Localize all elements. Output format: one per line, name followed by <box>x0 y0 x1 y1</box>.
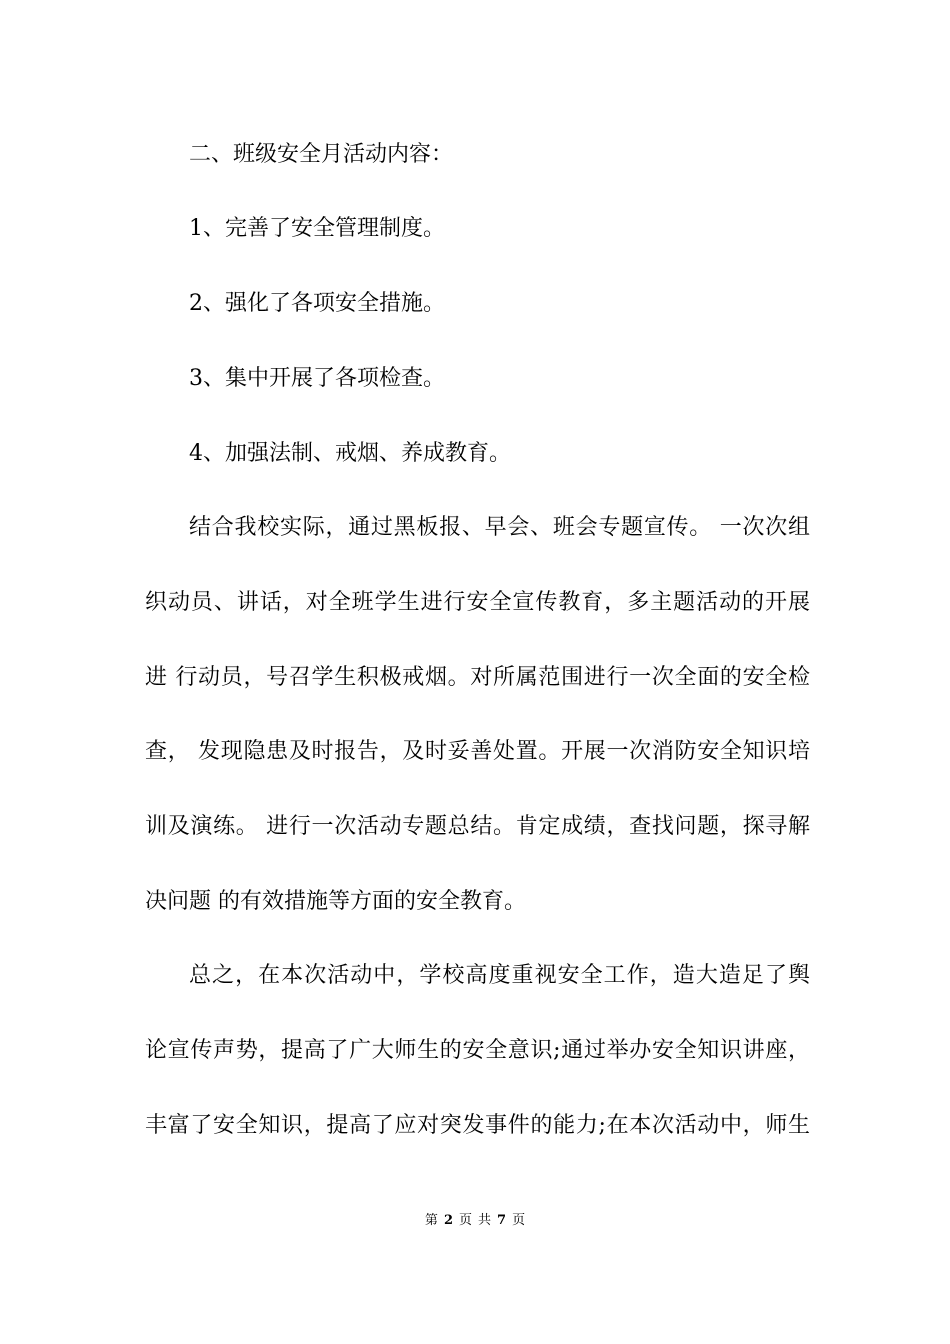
current-page-number: 2 <box>443 1213 453 1228</box>
list-item-4: 4、加强法制、戒烟、养成教育。 <box>189 441 511 466</box>
paragraph-2-line-1: 总之，在本次活动中，学校高度重视安全工作，造大造足了舆 <box>189 963 810 988</box>
list-item-3: 3、集中开展了各项检查。 <box>189 366 445 391</box>
list-item-1: 1、完善了安全管理制度。 <box>189 216 445 241</box>
paragraph-1-line-2: 织动员、讲话，对全班学生进行安全宣传教育，多主题活动的开展 <box>145 590 810 615</box>
paragraph-1-line-4: 查， 发现隐患及时报告，及时妥善处置。开展一次消防安全知识培 <box>145 739 810 764</box>
list-item-2: 2、强化了各项安全措施。 <box>189 291 445 316</box>
total-page-number: 7 <box>497 1213 507 1228</box>
paragraph-2-line-2: 论宣传声势，提高了广大师生的安全意识;通过举办安全知识讲座， <box>145 1038 810 1063</box>
footer-prefix: 第 <box>424 1213 438 1228</box>
footer-suffix: 页 <box>512 1213 526 1228</box>
paragraph-1-line-5: 训及演练。 进行一次活动专题总结。肯定成绩，查找问题，探寻解 <box>145 814 810 839</box>
footer-page-word: 页 <box>458 1213 472 1228</box>
paragraph-1-line-1: 结合我校实际，通过黑板报、早会、班会专题宣传。 一次次组 <box>189 515 810 540</box>
paragraph-1-line-3: 进 行动员，号召学生积极戒烟。对所属范围进行一次全面的安全检 <box>145 665 810 690</box>
paragraph-1-line-6: 决问题 的有效措施等方面的安全教育。 <box>145 889 526 914</box>
page-footer <box>0 1212 950 1230</box>
footer-total-word: 共 <box>478 1213 492 1228</box>
section-heading: 二、班级安全月活动内容： <box>189 142 454 167</box>
paragraph-2-line-3: 丰富了安全知识，提高了应对突发事件的能力;在本次活动中，师生 <box>145 1113 810 1138</box>
